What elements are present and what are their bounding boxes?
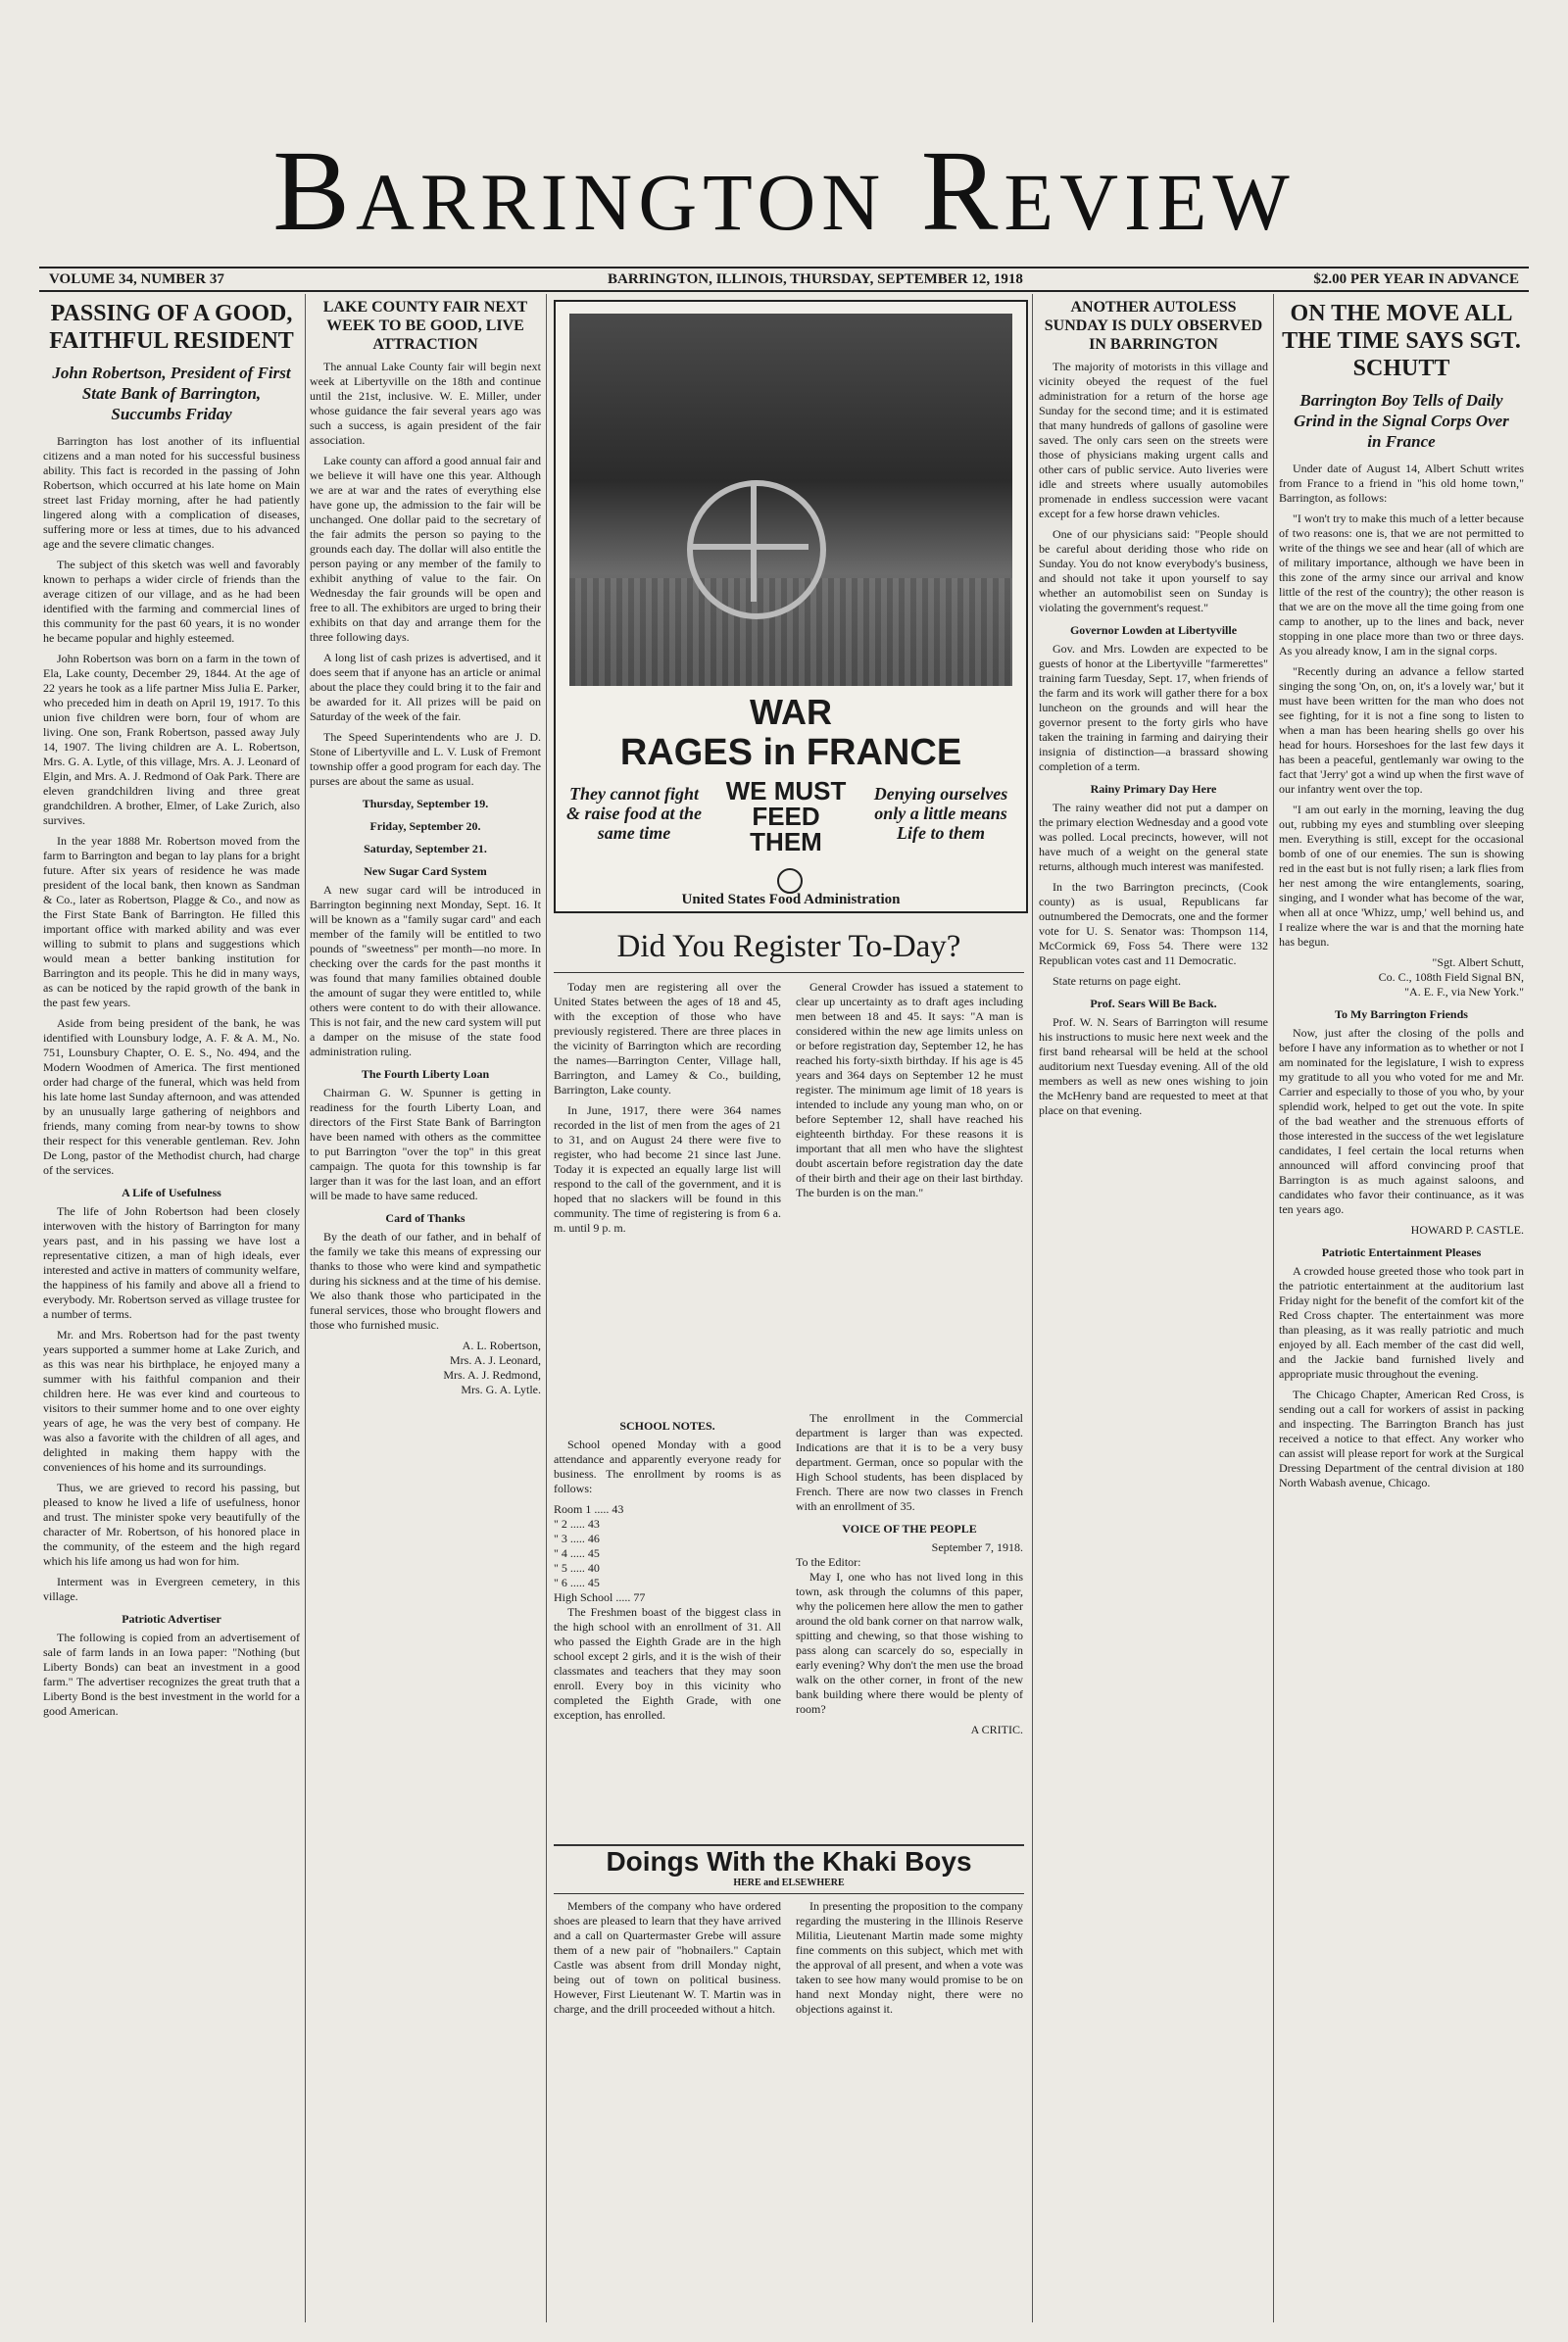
subheading: Rainy Primary Day Here: [1090, 782, 1217, 796]
khaki-left: [554, 1899, 781, 2320]
poster-right-text: Denying ourselves only a little means Life to them: [873, 784, 1008, 843]
article-paragraph: The Chicago Chapter, American Red Cross, is sending out a call for workers of assist in packing and inspecting. The Barrington Branch has just received a notice to that effect. Any worker who can assist will please report for work at the Surgical Dressing Department of the central division at 180 North Wabash avenue, Chicago.: [1279, 1388, 1524, 1489]
article-paragraph: John Robertson was born on a farm in the town of Ela, Lake county, December 29, 1844. At the age of 22 years he took as a life partner Miss Julia E. Parker, who preceded him in death on April 19, 1917. To this union five children were born, four of whom are living. One son, Frank Robertson, passed away July 14, 1907. The living children are A. L. Robertson, Mrs. G. A. Lytle, of this village, Mrs. A. J. Leonard of Elgin, and Mrs. A. J. Redmond of Oak Park. There are eleven grandchildren living and three great grandchildren. A brother, Elmer, of Lake Zurich, also survives.: [43, 652, 300, 827]
obituary-deck: John Robertson, President of First State Bank of Barrington, Succumbs Friday: [52, 364, 291, 423]
signature: "A. E. F., via New York.": [1404, 985, 1524, 999]
signature: Mrs. A. J. Leonard,: [450, 1353, 541, 1367]
school-headline: SCHOOL NOTES.: [619, 1419, 715, 1433]
signature: Co. C., 108th Field Signal BN,: [1378, 970, 1524, 984]
race-day: Thursday, September 19.: [362, 797, 489, 810]
article-paragraph: May I, one who has not lived long in this town, ask through the columns of this paper, why the policemen here allow the men to gather around the old bank corner on that narrow walk, spitting and chewing, so that those wishing to pass along can scarcely do so, especially in early evening? Why don't the men use the broad walk on the other corner, in front of the new bank building where there would be plenty of room?: [796, 1570, 1023, 1716]
article-paragraph: The rainy weather did not put a damper on the primary election Wednesday and a good vote was polled. Local precincts, however, will not have much of a weight on the general state returns, although much interest was manifested.: [1039, 801, 1268, 873]
poster-rages: RAGES in FRANCE: [619, 732, 962, 773]
article-paragraph: Mr. and Mrs. Robertson had for the past twenty years supported a summer home at Lake Zurich, and as this was near his birthplace, he enjoyed many a summer with his faithful companion and their children here. He was ever kind and courteous to visitors to their summer home and to one over eighty years of age, he was the very best of company. He was also a favorite with the children of all ages, and delighted in making them happy with the conveniences of his home and its surroundings.: [43, 1328, 300, 1474]
voice-signature: A CRITIC.: [970, 1723, 1023, 1736]
signature: HOWARD P. CASTLE.: [1410, 1223, 1524, 1237]
article-paragraph: In presenting the proposition to the company regarding the mustering in the Illinois Reserve Militia, Lieutenant Martin made some mighty fine comments on this subject, which met with the approval of all present, and when a vote was taken to see how many would promise to be on hand next Monday night, there were no objections against it.: [796, 1899, 1023, 2016]
subheading: Patriotic Entertainment Pleases: [1321, 1245, 1482, 1259]
volume-number: VOLUME 34, NUMBER 37: [49, 271, 224, 287]
article-paragraph: A long list of cash prizes is advertised, and it does seem that if anyone has an article or animal about the place they could bring it to the fair and be awarded for it. All prizes will be paid on Saturday of the week of the fair.: [310, 651, 541, 723]
place-date: BARRINGTON, ILLINOIS, THURSDAY, SEPTEMBER 12, 1918: [608, 271, 1023, 287]
article-paragraph: Interment was in Evergreen cemetery, in this village.: [43, 1575, 300, 1603]
room-row: Room 1 ..... 43: [554, 1502, 624, 1516]
subheading: The Fourth Liberty Loan: [361, 1067, 490, 1081]
subscription-price: $2.00 PER YEAR IN ADVANCE: [1313, 271, 1519, 287]
khaki-subhead: HERE and ELSEWHERE: [733, 1878, 845, 1888]
article-paragraph: The subject of this sketch was well and favorably known to perhaps a wider circle of friends than the average citizen of our village, and as he had been identified with the farming and commercial lines of this community for the past 60 years, it is no wonder he became popular and highly esteemed.: [43, 558, 300, 645]
register-right: [796, 980, 1023, 1401]
column-sgt-schutt: [1279, 294, 1524, 2322]
signature: "Sgt. Albert Schutt,: [1432, 955, 1524, 969]
subheading: New Sugar Card System: [364, 864, 487, 878]
khaki-headline: Doings With the Khaki Boys: [606, 1846, 972, 1877]
room-row: " 6 ..... 45: [554, 1576, 600, 1589]
article-paragraph: In the year 1888 Mr. Robertson moved from the farm to Barrington and began to lay plans for a bright future. After six years of residence he was made president of the local bank, then known as Sandman & Co., later as Robertson, Plagge & Co., and now as the First State Bank of Barrington. He filled this important office with marked ability and was ever willing to submit to plans and suggestions which would mean a better banking institution for Barrington and its people. This he did in many ways, as can be noticed by the rapid growth of the bank in the past few years.: [43, 834, 300, 1009]
room-row: " 3 ..... 46: [554, 1532, 600, 1545]
fair-headline: LAKE COUNTY FAIR NEXT WEEK TO BE GOOD, LIVE ATTRACTION: [322, 299, 528, 353]
signature: Mrs. G. A. Lytle.: [461, 1383, 541, 1396]
subheading: Card of Thanks: [385, 1211, 466, 1225]
poster-middle-text: WE MUST FEED THEM: [725, 776, 847, 856]
food-administration-seal-icon: [777, 868, 803, 894]
subheading: Governor Lowden at Libertyville: [1069, 623, 1238, 637]
autoless-headline: ANOTHER AUTOLESS SUNDAY IS DULY OBSERVED IN BARRINGTON: [1044, 299, 1263, 353]
article-paragraph: The following is copied from an advertisement of sale of farm lands in an Iowa paper: "Nothing (but Liberty Bonds) can beat an investment in a good farm." The advertiser recognizes the great truth that a Liberty Bond is the best investment in the world for a good American.: [43, 1631, 300, 1718]
article-paragraph: Thus, we are grieved to record his passing, but pleased to know he lived a life of usefulness, honor and trust. The minister spoke very beautifully of the character of Mr. Robertson, of his honored place in the community, of the esteem and the high regard which his life among us had won for him.: [43, 1481, 300, 1568]
article-paragraph: "I am out early in the morning, leaving the dug out, rubbing my eyes and stumbling over sleeping men. Everything is still, except for the occasional bomb of one of our enemies. The sun is showing red in the east but is not fully risen; a lark flies from her nest among the wire entanglements, soaring, singing, and I wonder what has become of the war, when all at once 'Whizz, ump,' well behind us, and I realize where the war is and that the morning hate has begun.: [1279, 803, 1524, 949]
war-poster: [554, 300, 1028, 913]
subheading: Patriotic Advertiser: [122, 1612, 221, 1626]
article-paragraph: Chairman G. W. Spunner is getting in readiness for the fourth Liberty Loan, and directors of the First State Bank of Barrington have been named with others as the committee to put Barrington "over the top" in this great campaign. The quota for this township is far larger than it was for the last loan, and an effort will be made to have same reduced.: [310, 1086, 541, 1202]
article-paragraph: State returns on page eight.: [1053, 974, 1181, 988]
register-headline: Did You Register To-Day?: [554, 921, 1024, 973]
column-rule: [546, 294, 547, 2322]
poster-illustration: [569, 314, 1012, 686]
poster-left-text: They cannot fight & raise food at the same time: [566, 784, 702, 843]
school-notes: [554, 1411, 781, 1837]
article-paragraph: The enrollment in the Commercial department is larger than was expected. Indications are that it is to be a very busy department. German, once so popular with the High School students, has been displaced by French. There are now two classes in French with an enrollment of 35.: [796, 1411, 1023, 1513]
schutt-deck: Barrington Boy Tells of Daily Grind in the Signal Corps Over in France: [1294, 391, 1509, 451]
article-paragraph: Prof. W. N. Sears of Barrington will resume his instructions to music here next week and the first band rehearsal will be held at the school auditorium next Tuesday evening. All of the old members as well as new ones wishing to join the McHenry band are requested to meet at that place on that evening.: [1039, 1015, 1268, 1117]
dateline-bar: [39, 267, 1529, 292]
article-paragraph: School opened Monday with a good attendance and apparently everyone ready for business. The enrollment by rooms is as follows:: [554, 1438, 781, 1495]
signature: A. L. Robertson,: [462, 1339, 541, 1352]
article-paragraph: In June, 1917, there were 364 names recorded in the list of men from the ages of 21 to 31, and on August 24 there were five to register, who had become 21 since last June. Today it is expected an equally large list will respond to the call of the government, and it is hoped that no slackers will be found in this community. The time of registering is from 6 a. m. until 9 p. m.: [554, 1103, 781, 1235]
subheading: Prof. Sears Will Be Back.: [1090, 997, 1217, 1010]
khaki-boys-banner: [554, 1844, 1024, 1894]
article-paragraph: The Speed Superintendents who are J. D. Stone of Libertyville and L. V. Lusk of Fremont township offer a good program for each day. The purses are about the same as usual.: [310, 730, 541, 788]
article-paragraph: Under date of August 14, Albert Schutt writes from France to a friend in "his old home town," Barrington, as follows:: [1279, 462, 1524, 505]
race-day: Saturday, September 21.: [364, 842, 487, 855]
column-rule: [1032, 294, 1033, 2322]
article-paragraph: The annual Lake County fair will begin next week at Libertyville on the 18th and continue until the 21st, inclusive. W. E. Miller, under whose guidance the fair several years ago was such a success, is again president of the fair association.: [310, 360, 541, 447]
voice-headline: VOICE OF THE PEOPLE: [842, 1522, 977, 1536]
voice-salutation: To the Editor:: [796, 1555, 861, 1569]
cart-wheel-icon: [687, 480, 826, 619]
article-paragraph: By the death of our father, and in behalf of the family we take this means of expressing our thanks to those who were kind and sympathetic during his sickness and at the time of his demise. We also thank those who participated in the funeral services, those who brought flowers and those who furnished music.: [310, 1230, 541, 1332]
race-day: Friday, September 20.: [369, 819, 481, 833]
obituary-headline: PASSING OF A GOOD, FAITHFUL RESIDENT: [49, 301, 294, 354]
article-paragraph: Barrington has lost another of its influential citizens and a man noted for his successful business ability. This fact is recorded in the passing of John Robertson, which occurred at his late home on Main street last Friday morning, after he had patiently lingered along with a complication of diseases, suffering more or less at times, due to his advanced age and the severe climatic changes.: [43, 434, 300, 551]
article-paragraph: The Freshmen boast of the biggest class in the high school with an enrollment of 31. All who passed the Eighth Grade are in the high school except 2 girls, and it is the wish of their classmates and teachers that they may soon enroll. Every boy in this vicinity who completed the Eighth Grade, with one exception, has enrolled.: [554, 1605, 781, 1722]
room-row: " 5 ..... 40: [554, 1561, 600, 1575]
article-paragraph: Aside from being president of the bank, he was identified with Lounsbury lodge, A. F. & A. M., No. 751, Lounsbury Chapter, O. E. S., No. 494, and the Modern Woodmen of America. The first mentioned order had charge of the funeral, which was held from his late home last Sunday afternoon, and was attended by an unusually large gathering of neighbors and friends, many coming from near-by towns to show their respect for this venerable gentleman. Rev. John De Long, pastor of the Methodist church, had charge of the services.: [43, 1016, 300, 1177]
article-paragraph: Lake county can afford a good annual fair and we believe it will have one this year. Although we are at war and the rates of everything else have gone up, the admission to the fair will be unchanged. One dollar paid to the secretary of the fair admits the person so paying to the grounds each day. The dollar will also entitle the person paying or any member of the family to exhibit anything of value to the fair. On Wednesday the fair grounds will be open and free to all. The exhibitors are urged to bring their exhibits on that day and arrange them for the three following days.: [310, 454, 541, 644]
article-paragraph: "I won't try to make this much of a letter because of two reasons: one is, that we are not permitted to write of the things we see and hear (all of which are of military importance, although we have been in this zone of the army since our arrival and know little of the rest of the country); the other reason is that we are on the move all the time going from one camp to another, up to the lines and back, never stopping in one place more than two or three days. As you already know, I am in the signal corps.: [1279, 512, 1524, 658]
article-paragraph: Now, just after the closing of the polls and before I have any information as to whether or not I am nominated for the legislature, I wish to express my gratitude to all you who voted for me and Mr. Carrier and especially to those of you who, by your splendid work, helped to get out the vote. In spite of the bad weather and the strenuous efforts of those interested in the success of the wet legislature candidates, I feel certain the local returns when announced will afford convincing proof that Barrington is as much against saloons, and candidates who favor their continuance, as it was ten years ago.: [1279, 1026, 1524, 1216]
poster-war: WAR: [750, 692, 832, 732]
khaki-right: [796, 1899, 1023, 2320]
article-paragraph: "Recently during an advance a fellow started singing the song 'On, on, on, it's a lovely war,' but it must have been written for the man who does not see fighting, for it is not a fine song to listen to when a man has been hearing shells go over his head for hours. Horseshoes for the last few days it has been a peaceful, gentlemanly war owing to the fact that 'Jerry' got a wind up when the first wave of our infantry went over the top.: [1279, 664, 1524, 796]
article-paragraph: Members of the company who have ordered shoes are pleased to learn that they have arrived and a call on Quartermaster Grebe will assure them of a new pair of "hobnailers." Captain Castle was absent from drill Monday night, being out of town on political business. However, First Lieutenant W. T. Martin was in charge, and the drill proceeded without a hitch.: [554, 1899, 781, 2016]
schutt-headline: ON THE MOVE ALL THE TIME SAYS SGT. SCHUTT: [1282, 301, 1521, 381]
poster-credit: United States Food Administration: [681, 892, 901, 907]
register-left: [554, 980, 781, 1401]
column-autoless-sunday: [1039, 294, 1268, 2322]
signature: Mrs. A. J. Redmond,: [443, 1368, 541, 1382]
article-paragraph: One of our physicians said: "People should be careful about deriding those who ride on Sunday. You do not know everybody's business, and should not take it upon yourself to say whether an automobilist seen on Sunday is violating the government's request.": [1039, 527, 1268, 614]
column-rule: [1273, 294, 1274, 2322]
subheading: To My Barrington Friends: [1335, 1007, 1468, 1021]
masthead-title: Barrington Review: [272, 126, 1296, 255]
article-paragraph: General Crowder has issued a statement to clear up uncertainty as to draft ages including men between 18 and 45. It says: "A man is considered within the new age limits unless on or before registration day, September 12, he has reached his forty-sixth birthday. If his age is 45 years and 364 days on September 12 he must register. The minimum age limit of 18 years is intended to include any young man who, on or before September 12, shall have reached his eighteenth birthday. For these reasons it is important that all men who have the slightest doubt ascertain before registration day the date of their birth and their age on their last birthday. The burden is on the man.": [796, 980, 1023, 1199]
voice-date: September 7, 1918.: [931, 1540, 1023, 1554]
article-paragraph: Gov. and Mrs. Lowden are expected to be guests of honor at the Libertyville "farmerettes" training farm Tuesday, Sept. 17, when friends of the farm and its work will gather there for a box luncheon on the grounds and will hear the governor present to the forty girls who have taken the training in farming and dairying their insignia of distinction—a brassard showing completion of a term.: [1039, 642, 1268, 773]
column-county-fair: [310, 294, 541, 2322]
school-and-voice: [796, 1411, 1023, 1837]
room-row: High School ..... 77: [554, 1590, 646, 1604]
article-paragraph: A crowded house greeted those who took part in the patriotic entertainment at the auditorium last Friday night for the benefit of the comfort kit of the Red Cross chapter. The entertainment was more than pleasing, as it was really patriotic and much enjoyed by all. Each member of the cast did well, and the Jackie band furnished lively and appropriate music throughout the evening.: [1279, 1264, 1524, 1381]
column-rule: [305, 294, 306, 2322]
article-paragraph: The majority of motorists in this village and vicinity obeyed the request of the fuel administration for a return of the horse age Sunday for the second time; and it is estimated that many hundreds of gallons of gasoline were saved. The only cars seen on the streets were those of physicians making urgent calls and other cars of public service. Auto liveries were idle and streets where usually automobiles promenade in endless succession were vacant except for a few horse drawn vehicles.: [1039, 360, 1268, 520]
room-row: " 2 ..... 43: [554, 1517, 600, 1531]
subheading: A Life of Usefulness: [122, 1186, 221, 1199]
article-paragraph: The life of John Robertson had been closely interwoven with the history of Barrington for many years past, and in his passing we have lost a representative citizen, a man of high ideals, ever interested and active in matters of community welfare, the happiness of his family and above all a friend to everybody. Mr. Robertson served as village trustee for a number of terms.: [43, 1204, 300, 1321]
article-paragraph: Today men are registering all over the United States between the ages of 18 and 45, with the exception of those who have previously registered. There are three places in the vicinity of Barrington which are recording the names—Barrington Center, Village hall, Barrington, and Lamey & Co., building, Barrington, Lake county.: [554, 980, 781, 1097]
article-paragraph: In the two Barrington precincts, (Cook county) as is usual, Republicans far outnumbered the Democrats, one and the former vote for U. S. Senator was: Thompson 114, McCormick 69, Foss 54. There were 132 Republican votes cast and 11 Democratic.: [1039, 880, 1268, 967]
article-paragraph: A new sugar card will be introduced in Barrington beginning next Monday, Sept. 16. It will be known as a "family sugar card" and each member of the family will be entitled to two pounds of "sweetness" per month—no more. In checking over the cards for the past months it was found that many families obtained double the amount of sugar they were entitled to, while others were content to do with their allowance. This is not fair, and the new card system will put a damper on the misuse of the state food administration ruling.: [310, 883, 541, 1058]
column-obituary: [43, 294, 300, 2322]
room-row: " 4 ..... 45: [554, 1546, 600, 1560]
